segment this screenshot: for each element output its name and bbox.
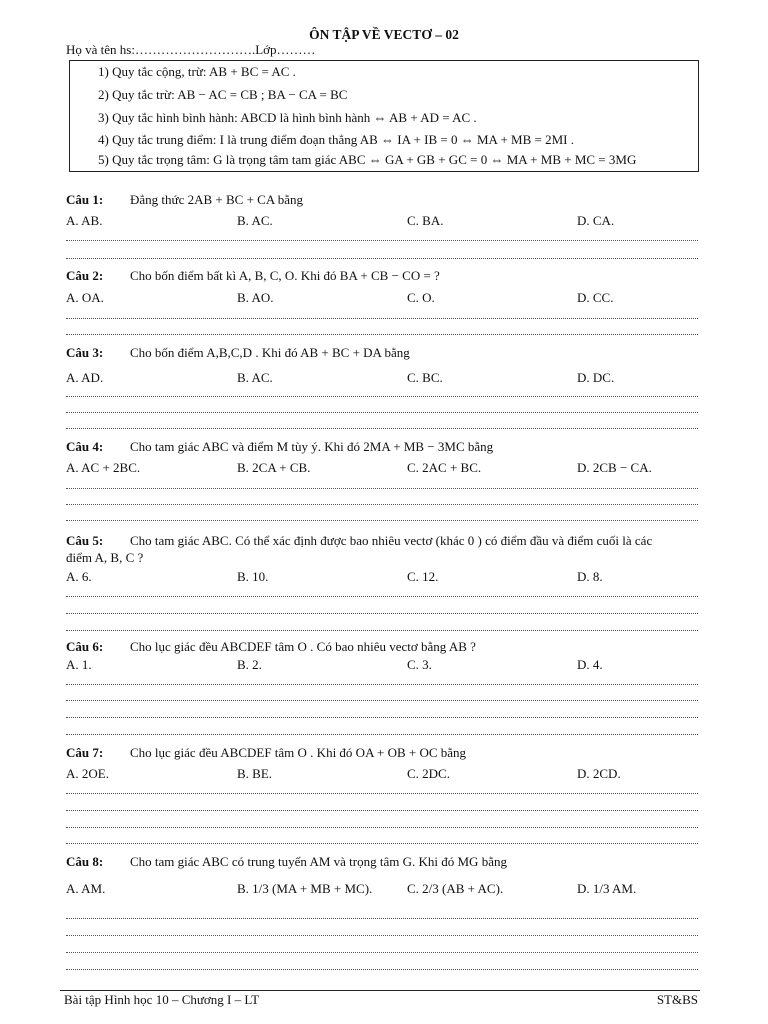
question-label: Câu 5: — [66, 533, 104, 548]
option-c: C. BC. — [407, 370, 443, 385]
answer-line — [66, 488, 698, 489]
answer-line — [66, 596, 698, 597]
question-label: Câu 8: — [66, 854, 104, 869]
option-a: A. AD. — [66, 370, 104, 385]
answer-line — [66, 700, 698, 701]
answer-line — [66, 969, 698, 970]
option-b: B. 1/3 (MA + MB + MC). — [237, 881, 373, 896]
option-b: B. 2CA + CB. — [237, 460, 311, 475]
question-text: Cho lục giác đều ABCDEF tâm O . Khi đó OA + OB + OC bằng — [130, 745, 467, 760]
option-d: D. 4. — [577, 657, 603, 672]
footer-divider — [60, 990, 700, 991]
question-label: Câu 1: — [66, 192, 104, 207]
option-a: A. 6. — [66, 569, 92, 584]
question-label: Câu 6: — [66, 639, 104, 654]
answer-line — [66, 258, 698, 259]
option-c: C. 3. — [407, 657, 432, 672]
answer-line — [66, 843, 698, 844]
question-text: Cho tam giác ABC có trung tuyến AM và trọng tâm G. Khi đó MG bằng — [130, 854, 507, 869]
answer-line — [66, 334, 698, 335]
option-c: C. O. — [407, 290, 435, 305]
student-info-line: Họ và tên hs:……………………….Lớp……… — [66, 42, 316, 57]
question-text: Cho tam giác ABC và điểm M tùy ý. Khi đó 2MA + MB − 3MC bằng — [130, 439, 494, 454]
page-title: ÔN TẬP VỀ VECTƠ – 02 — [309, 27, 459, 42]
question-label: Câu 2: — [66, 268, 104, 283]
option-d: D. 2CD. — [577, 766, 621, 781]
question-text: Đẳng thức 2AB + BC + CA bằng — [130, 192, 304, 207]
option-c: C. 2/3 (AB + AC). — [407, 881, 504, 896]
rule-4: 4) Quy tắc trung điểm: I là trung điểm đoạn thẳng AB ⇔ IA + IB = 0 ⇔ MA + MB = 2MI . — [98, 132, 574, 147]
rule-1: 1) Quy tắc cộng, trừ: AB + BC = AC . — [98, 64, 296, 79]
question-text: Cho bốn điểm A,B,C,D . Khi đó AB + BC + DA bằng — [130, 345, 410, 360]
option-d: D. DC. — [577, 370, 615, 385]
answer-line — [66, 810, 698, 811]
answer-line — [66, 240, 698, 241]
footer-course: Bài tập Hình học 10 – Chương I – LT — [64, 992, 260, 1007]
option-a: A. 2OE. — [66, 766, 109, 781]
answer-line — [66, 428, 698, 429]
option-d: D. 8. — [577, 569, 603, 584]
answer-line — [66, 952, 698, 953]
answer-line — [66, 793, 698, 794]
answer-line — [66, 630, 698, 631]
answer-line — [66, 318, 698, 319]
answer-line — [66, 684, 698, 685]
option-a: A. 1. — [66, 657, 92, 672]
footer-source: ST&BS — [656, 992, 698, 1007]
question-label: Câu 7: — [66, 745, 104, 760]
question-text: Cho tam giác ABC. Có thể xác định được bao nhiêu vectơ (khác 0 ) có điểm đầu và điểm cuối là các — [130, 533, 653, 548]
option-d: D. 2CB − CA. — [577, 460, 652, 475]
option-d: D. CC. — [577, 290, 614, 305]
option-c: C. 2DC. — [407, 766, 450, 781]
option-a: A. AM. — [66, 881, 106, 896]
answer-line — [66, 827, 698, 828]
question-text: Cho bốn điểm bất kì A, B, C, O. Khi đó BA + CB − CO = ? — [130, 268, 440, 283]
option-b: B. 2. — [237, 657, 262, 672]
option-b: B. BE. — [237, 766, 273, 781]
rule-2: 2) Quy tắc trừ: AB − AC = CB ; BA − CA = BC — [98, 87, 348, 102]
option-c: C. BA. — [407, 213, 444, 228]
option-a: A. OA. — [66, 290, 104, 305]
answer-line — [66, 396, 698, 397]
option-d: D. 1/3 AM. — [577, 881, 637, 896]
rule-5: 5) Quy tắc trọng tâm: G là trọng tâm tam giác ABC ⇔ GA + GB + GC = 0 ⇔ MA + MB + MC = 3MG — [98, 152, 637, 167]
answer-line — [66, 412, 698, 413]
answer-line — [66, 613, 698, 614]
question-label: Câu 3: — [66, 345, 104, 360]
option-b: B. AC. — [237, 213, 273, 228]
option-a: A. AC + 2BC. — [66, 460, 141, 475]
option-d: D. CA. — [577, 213, 615, 228]
answer-line — [66, 717, 698, 718]
question-text-continued: điểm A, B, C ? — [66, 550, 144, 565]
option-a: A. AB. — [66, 213, 103, 228]
answer-line — [66, 734, 698, 735]
answer-line — [66, 504, 698, 505]
rule-3: 3) Quy tắc hình bình hành: ABCD là hình bình hành ⇔ AB + AD = AC . — [98, 110, 477, 125]
option-b: B. AO. — [237, 290, 274, 305]
option-c: C. 2AC + BC. — [407, 460, 482, 475]
option-c: C. 12. — [407, 569, 439, 584]
question-text: Cho lục giác đều ABCDEF tâm O . Có bao nhiêu vectơ bằng AB ? — [130, 639, 476, 654]
answer-line — [66, 918, 698, 919]
answer-line — [66, 935, 698, 936]
question-label: Câu 4: — [66, 439, 104, 454]
option-b: B. 10. — [237, 569, 269, 584]
option-b: B. AC. — [237, 370, 273, 385]
answer-line — [66, 520, 698, 521]
